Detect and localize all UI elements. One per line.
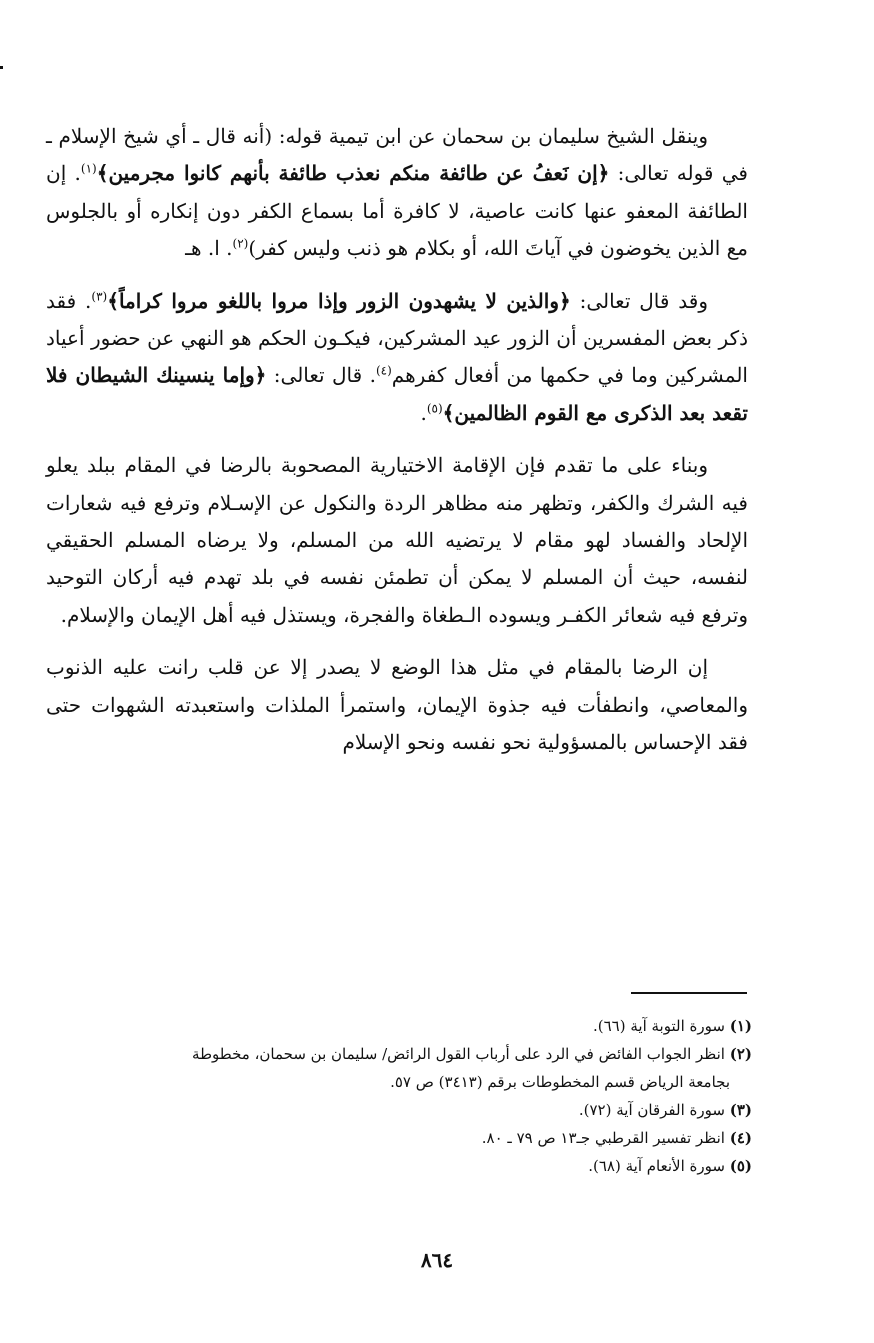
paragraph-4 — [46, 649, 748, 761]
paragraph-2 — [46, 283, 748, 433]
footnote-number: (٤) — [729, 1129, 752, 1147]
footnote-ref: (٢) — [232, 236, 249, 251]
footnote-ref: (١) — [80, 161, 97, 176]
quran-quote: ﴿وإما ينسينك الشيطان فلا تقعد بعد الذكرى مع القوم الظالمين﴾ — [46, 363, 748, 425]
footnote-number: (٣) — [729, 1101, 752, 1119]
text-run: . ا. هـ — [185, 236, 233, 261]
footnote-number: (٥) — [729, 1157, 752, 1175]
footnote-3 — [52, 1096, 752, 1124]
footnote-divider — [631, 992, 747, 994]
page-number: ٨٦٤ — [420, 1248, 454, 1272]
footnote-text: سورة الأنعام آية (٦٨). — [588, 1157, 725, 1175]
text-run: وقد قال تعالى: — [570, 288, 708, 313]
footnote-number: (٢) — [729, 1045, 752, 1063]
quran-quote: ﴿إن نَعفُ عن طائفة منكم نعذب طائفة بأنهم كانوا مجرمين﴾ — [96, 161, 610, 186]
footnote-2 — [52, 1040, 752, 1068]
text-run: . قال تعالى: — [266, 363, 376, 388]
text-run: . — [420, 400, 427, 425]
scan-mark — [0, 66, 3, 69]
footnotes — [52, 1012, 752, 1180]
footnote-5 — [52, 1152, 752, 1180]
footnote-text: انظر تفسير القرطبي جـ١٣ ص ٧٩ ـ ٨٠. — [481, 1129, 725, 1147]
quran-quote: ﴿والذين لا يشهدون الزور وإذا مروا باللغو مروا كراماً﴾ — [107, 288, 571, 313]
text-run: وينقل الشيخ سليمان بن سحمان عن ابن تيمية قوله: (أنه قال ـ أي شيخ الإسلام ـ في قوله تعالى: — [46, 124, 748, 186]
footnote-text: سورة التوبة آية (٦٦). — [592, 1017, 725, 1035]
footnote-text: انظر الجواب الفائض في الرد على أرباب القول الرائض/ سليمان بن سحمان، مخطوطة — [192, 1045, 725, 1063]
text-run: . إن الطائفة المعفو عنها كانت عاصية، لا كافرة أما بسماع الكفر دون إنكاره أو بالجلوس مع الذين يخوضون في آياتَ الله، أو بكلام هو ذنب وليس كفر) — [46, 161, 748, 261]
paragraph-3 — [46, 447, 748, 634]
footnote-1 — [52, 1012, 752, 1040]
footnote-ref: (٤) — [375, 363, 392, 378]
footnote-text: سورة الفرقان آية (٧٢). — [578, 1101, 725, 1119]
footnote-number: (١) — [729, 1017, 752, 1035]
text-run: . فقد ذكر بعض المفسرين أن الزور عيد المشركين، فيكـون الحكم هو النهي عن حضور أعياد المشركين وما في حكمها من أفعال كفرهم — [46, 288, 748, 388]
main-text — [46, 118, 748, 762]
footnote-ref: (٥) — [426, 401, 443, 416]
text-run: إن الرضا بالمقام في مثل هذا الوضع لا يصدر إلا عن قلب رانت عليه الذنوب والمعاصي، وانطفأت فيه جذوة الإيمان، واستمرأ الملذات واستعبدته الشهوات حتى فقد الإحساس بالمسؤولية نحو نفسه ونحو الإسلام — [46, 655, 748, 755]
text-run: وبناء على ما تقدم فإن الإقامة الاختيارية المصحوبة بالرضا في المقام ببلد يعلو فيه الشرك والكفر، وتظهر منه مظاهر الردة والنكول عن الإسـلام وترفع فيه شعارات الإلحاد والفساد لهو مقام لا يرتضيه الله من المسلم، ولا يرضاه المسلم الحقيقي لنفسه، حيث أن المسلم لا يمكن أن تطمئن نفسه في بلد تهدم فيه أركان التوحيد وترفع فيه شعائر الكفـر ويسوده الـطغاة والفجرة، ويستذل فيه أهل الإيمان والإسلام. — [46, 453, 748, 627]
footnote-4 — [52, 1124, 752, 1152]
footnote-ref: (٣) — [91, 288, 108, 303]
paragraph-1 — [46, 118, 748, 268]
footnote-2-continuation: بجامعة الرياض قسم المخطوطات برقم (٣٤١٣) ص ٥٧. — [390, 1073, 730, 1091]
